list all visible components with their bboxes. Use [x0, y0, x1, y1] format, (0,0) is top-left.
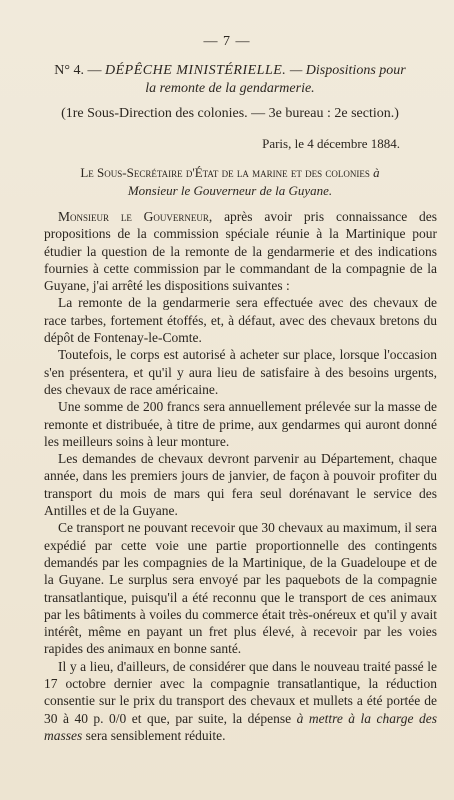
paragraph-1-text: , après avoir pris connaissance des propositions de la commission spéciale réunie à la Martinique pour étudier la question de la remonte de la gendarmerie et des indications fournies à cette commission par le commandant de la compagnie de la Guyane, j'ai arrêté les dispositions suivantes :	[44, 209, 437, 294]
document-title	[20, 62, 440, 98]
sender-to: à	[369, 165, 380, 180]
recipient: Monsieur le Gouverneur de la Guyane.	[127, 183, 333, 198]
paragraph-2: La remonte de la gendarmerie sera effectuée avec des chevaux de race tarbes, fortement étoffés, et, à défaut, avec des chevaux bretons du dépôt de Fontenay-le-Comte.	[44, 295, 437, 346]
title-number: N° 4. —	[54, 63, 105, 78]
title-dispatch: DÉPÊCHE MINISTÉRIELLE.	[104, 63, 287, 78]
paragraph-1	[44, 208, 437, 294]
document-body	[44, 208, 437, 744]
address-block	[20, 164, 440, 200]
sender: Le Sous-Secrétaire d'État de la marine et des colonies	[80, 165, 370, 180]
paragraph-5: Les demandes de chevaux devront parvenir au Département, chaque année, dans les premiers jours de janvier, de façon à pouvoir profiter du transport du mois de mars qui fera seul dorénavant le service des Antilles et de la Guyane.	[44, 451, 437, 519]
direction-line: (1re Sous-Direction des colonies. — 3e bureau : 2e section.)	[61, 106, 399, 121]
paragraph-7-text-b: sera sensiblement réduite.	[82, 727, 226, 743]
page-number: — 7 —	[203, 34, 251, 49]
paragraph-7-text-a: Il y a lieu, d'ailleurs, de considérer que dans le nouveau traité passé le 17 octobre dernier avec la compagnie transatlantique, la réduction consentie sur le prix du transport des chevaux et mullets a été portée de 30 à 40 p. 0/0 et que, par suite, la dépense	[44, 658, 437, 726]
salutation: Monsieur le Gouverneur	[58, 209, 209, 224]
paragraph-7	[44, 658, 437, 744]
date-line: Paris, le 4 décembre 1884.	[262, 136, 400, 151]
paragraph-3: Toutefois, le corps est autorisé à acheter sur place, lorsque l'occasion s'en présentera, et qu'il y aura lieu de satisfaire à des besoins urgents, des chevaux de race américaine.	[44, 347, 437, 397]
paragraph-7-italic: à mettre à la charge des masses	[44, 710, 437, 743]
title-subject: — Dispositions pour	[286, 63, 406, 78]
paragraph-4: Une somme de 200 francs sera annuellement prélevée sur la masse de remonte et distribuée, à titre de prime, aux gendarmes qui auront donné les meilleurs soins à leur monture.	[44, 399, 437, 449]
title-subject-line2: la remonte de la gendarmerie.	[145, 81, 315, 96]
paragraph-6: Ce transport ne pouvant recevoir que 30 chevaux au maximum, il sera expédié par cette voie une partie proportionnelle des contingents demandés par les compagnies de la Martinique, de la Guadeloupe et de la Guyane. Le surplus sera envoyé par les paquebots de la compagnie transatlantique, puisqu'il a été reconnu que le transport de ces animaux par les bâtiments à voiles du commerce était très-onéreux et qu'il y avait intérêt, même en payant un fret plus élevé, à recevoir par les voies rapides des animaux en bonne santé.	[44, 520, 437, 657]
